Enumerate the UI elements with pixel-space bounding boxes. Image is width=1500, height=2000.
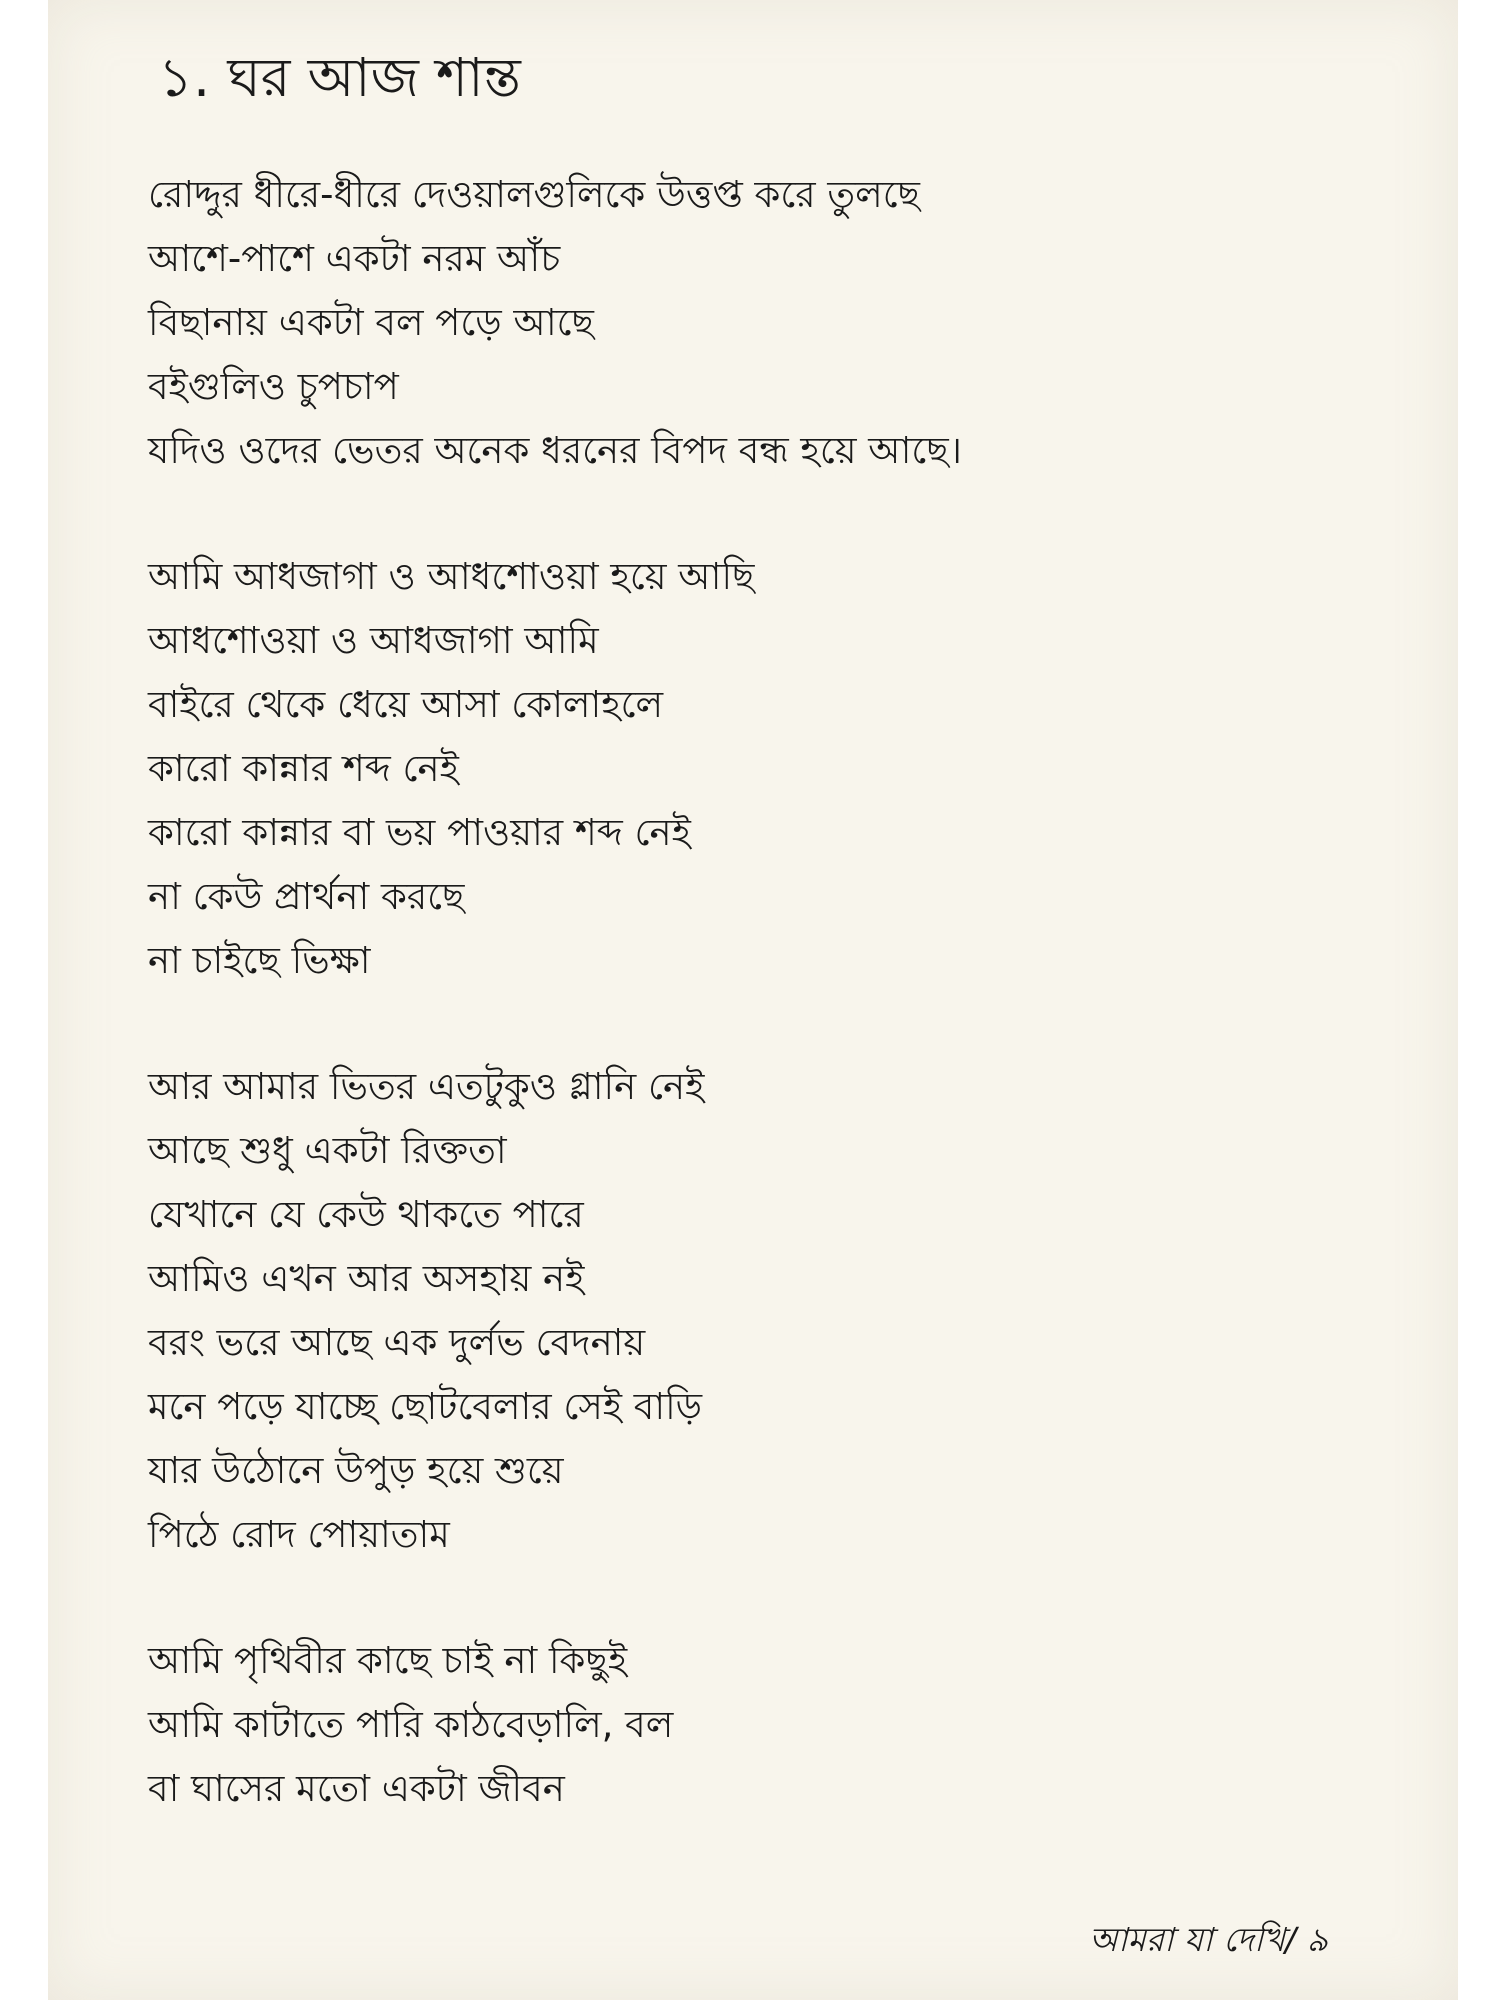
poem-line: আমি কাটাতে পারি কাঠবেড়ালি, বল bbox=[148, 1703, 674, 1746]
book-page bbox=[48, 0, 1458, 2000]
poem-title: ১. ঘর আজ শান্ত bbox=[158, 46, 521, 109]
poem-line: যার উঠোনে উপুড় হয়ে শুয়ে bbox=[148, 1449, 564, 1492]
poem-line: মনে পড়ে যাচ্ছে ছোটবেলার সেই বাড়ি bbox=[148, 1385, 703, 1428]
poem-line: আমি পৃথিবীর কাছে চাই না কিছুই bbox=[148, 1639, 628, 1682]
poem-line: কারো কান্নার শব্দ নেই bbox=[148, 747, 459, 790]
poem-line: রোদ্দুর ধীরে-ধীরে দেওয়ালগুলিকে উত্তপ্ত করে তুলছে bbox=[148, 173, 920, 216]
stanza-1 bbox=[148, 163, 1388, 483]
poem-line: না চাইছে ভিক্ষা bbox=[148, 939, 371, 982]
poem-line: বা ঘাসের মতো একটা জীবন bbox=[148, 1767, 565, 1810]
poem-line: আমি আধজাগা ও আধশোওয়া হয়ে আছি bbox=[148, 555, 755, 598]
poem-line: আধশোওয়া ও আধজাগা আমি bbox=[148, 619, 599, 662]
poem-line: না কেউ প্রার্থনা করছে bbox=[148, 875, 465, 918]
poem-line: পিঠে রোদ পোয়াতাম bbox=[148, 1513, 450, 1556]
poem-line: আছে শুধু একটা রিক্ততা bbox=[148, 1129, 507, 1172]
stanza-3 bbox=[148, 1055, 1388, 1567]
poem-line: বিছানায় একটা বল পড়ে আছে bbox=[148, 301, 594, 344]
poem-line: আর আমার ভিতর এতটুকুও গ্লানি নেই bbox=[148, 1065, 705, 1108]
stanza-4 bbox=[148, 1629, 1388, 1821]
poem-line: কারো কান্নার বা ভয় পাওয়ার শব্দ নেই bbox=[148, 811, 691, 854]
poem-line: বরং ভরে আছে এক দুর্লভ বেদনায় bbox=[148, 1321, 646, 1364]
stanza-2 bbox=[148, 545, 1388, 993]
poem-line: বইগুলিও চুপচাপ bbox=[148, 365, 399, 408]
page-footer: আমরা যা দেখি/ ৯ bbox=[1089, 1920, 1328, 1959]
poem-line: যদিও ওদের ভেতর অনেক ধরনের বিপদ বন্ধ হয়ে আছে। bbox=[148, 429, 962, 472]
poem-line: আশে-পাশে একটা নরম আঁচ bbox=[148, 237, 561, 280]
poem-line: আমিও এখন আর অসহায় নই bbox=[148, 1257, 585, 1300]
poem-line: বাইরে থেকে ধেয়ে আসা কোলাহলে bbox=[148, 683, 664, 726]
poem-body bbox=[148, 163, 1388, 1883]
poem-line: যেখানে যে কেউ থাকতে পারে bbox=[148, 1193, 584, 1236]
